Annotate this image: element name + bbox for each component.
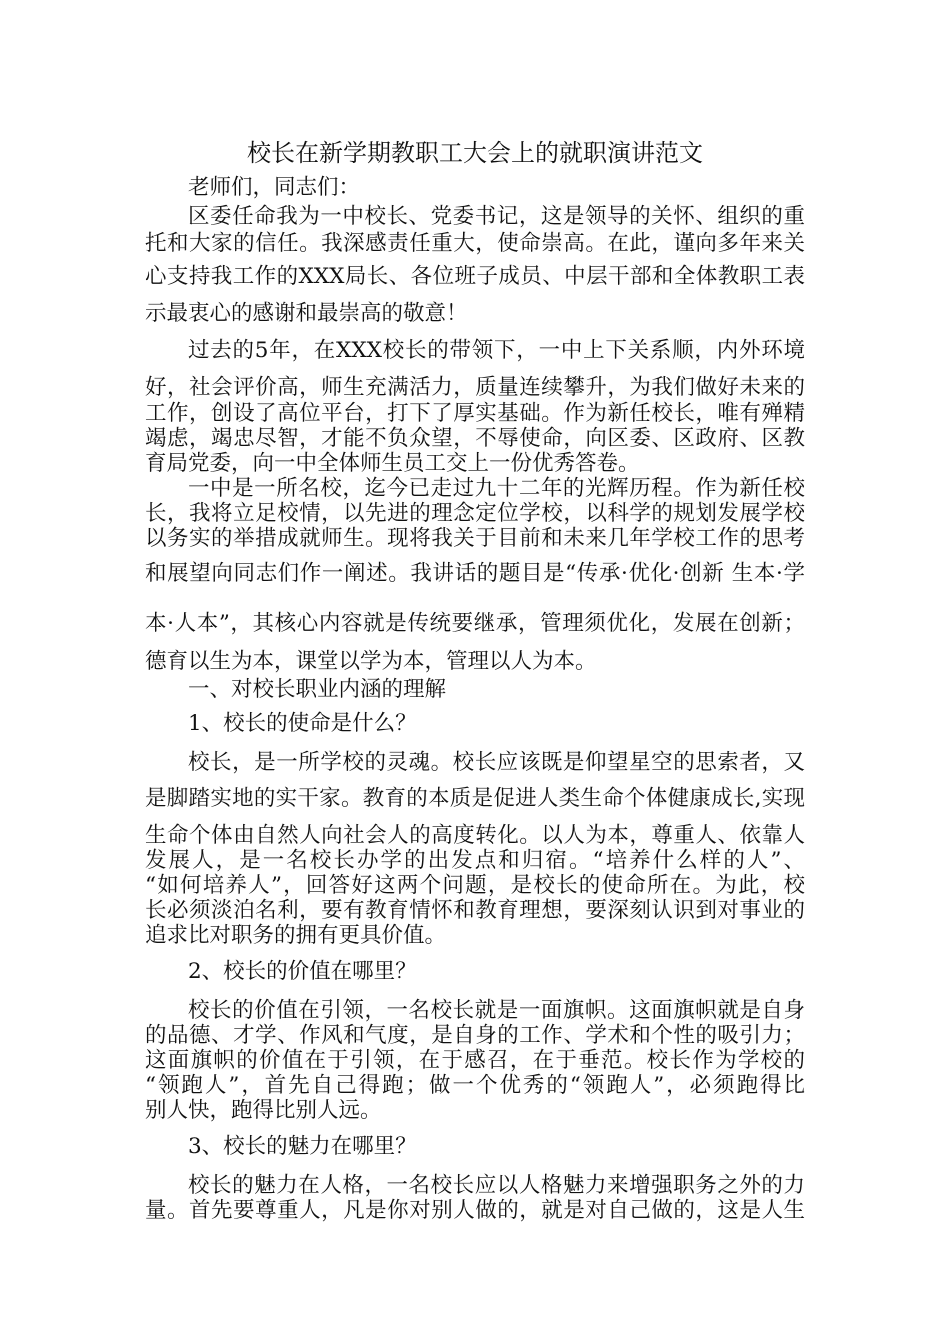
paragraph-line: 工作，创设了高位平台，打下了厚实基础。作为新任校长，唯有殚精: [145, 401, 805, 426]
subsection-heading: 1、校长的使命是什么？: [188, 711, 417, 736]
paragraph-line: 托和大家的信任。我深感责任重大，使命崇高。在此，谨向多年来关: [145, 231, 805, 256]
section-heading: 一、对校长职业内涵的理解: [188, 677, 447, 702]
greeting-line: 老师们，同志们：: [188, 175, 361, 200]
paragraph-line: 区委任命我为一中校长、党委书记，这是领导的关怀、组织的重: [188, 204, 805, 229]
paragraph-line: 的品德、才学、作风和气度，是自身的工作、学术和个性的吸引力；: [145, 1023, 805, 1048]
paragraph-line: 和展望向同志们作一阐述。我讲话的题目是“传承·优化·创新 生本·学: [145, 561, 805, 586]
paragraph-line: 长，我将立足校情，以先进的理念定位学校，以科学的规划发展学校: [145, 501, 805, 526]
paragraph-line: 追求比对职务的拥有更具价值。: [145, 923, 447, 948]
paragraph-line: 别人快，跑得比别人远。: [145, 1098, 382, 1123]
paragraph-line: 发展人，是一名校长办学的出发点和归宿。“培养什么样的人”、: [145, 848, 805, 873]
paragraph-line: 以务实的举措成就师生。现将我关于目前和未来几年学校工作的思考: [145, 526, 805, 551]
paragraph-line: 量。首先要尊重人，凡是你对别人做的，就是对自己做的，这是人生: [145, 1198, 805, 1223]
paragraph-line: 本·人本”，其核心内容就是传统要继承，管理须优化，发展在创新；: [145, 611, 805, 636]
paragraph-line: 长必须淡泊名利，要有教育情怀和教育理想，要深刻认识到对事业的: [145, 898, 805, 923]
paragraph-line: 校长，是一所学校的灵魂。校长应该既是仰望星空的思索者，又: [188, 750, 805, 775]
paragraph-line: 心支持我工作的XXX局长、各位班子成员、中层干部和全体教职工表: [145, 264, 805, 289]
paragraph-line: 是脚踏实地的实干家。教育的本质是促进人类生命个体健康成长,实现: [145, 786, 805, 811]
paragraph-line: 育局党委，向一中全体师生员工交上一份优秀答卷。: [145, 451, 640, 476]
paragraph-line: 一中是一所名校，迄今已走过九十二年的光辉历程。作为新任校: [188, 476, 805, 501]
paragraph-line: 校长的价值在引领，一名校长就是一面旗帜。这面旗帜就是自身: [188, 998, 805, 1023]
subsection-heading: 3、校长的魅力在哪里？: [188, 1134, 417, 1159]
document-title: 校长在新学期教职工大会上的就职演讲范文: [247, 139, 703, 167]
paragraph-line: 这面旗帜的价值在于引领，在于感召，在于垂范。校长作为学校的: [145, 1048, 805, 1073]
paragraph-line: 竭虑，竭忠尽智，才能不负众望，不辱使命，向区委、区政府、区教: [145, 426, 805, 451]
paragraph-line: “领跑人”，首先自己得跑；做一个优秀的“领跑人”，必须跑得比: [145, 1073, 805, 1098]
subsection-heading: 2、校长的价值在哪里？: [188, 959, 417, 984]
paragraph-line: “如何培养人”，回答好这两个问题，是校长的使命所在。为此，校: [145, 873, 805, 898]
paragraph-line: 好，社会评价高，师生充满活力，质量连续攀升，为我们做好未来的: [145, 375, 805, 400]
paragraph-line: 生命个体由自然人向社会人的高度转化。以人为本，尊重人、依靠人: [145, 823, 805, 848]
paragraph-line: 过去的5年，在XXX校长的带领下，一中上下关系顺，内外环境: [188, 338, 805, 363]
paragraph-line: 示最衷心的感谢和最崇高的敬意！: [145, 301, 468, 326]
paragraph-line: 德育以生为本，课堂以学为本，管理以人为本。: [145, 649, 597, 674]
paragraph-line: 校长的魅力在人格，一名校长应以人格魅力来增强职务之外的力: [188, 1173, 805, 1198]
